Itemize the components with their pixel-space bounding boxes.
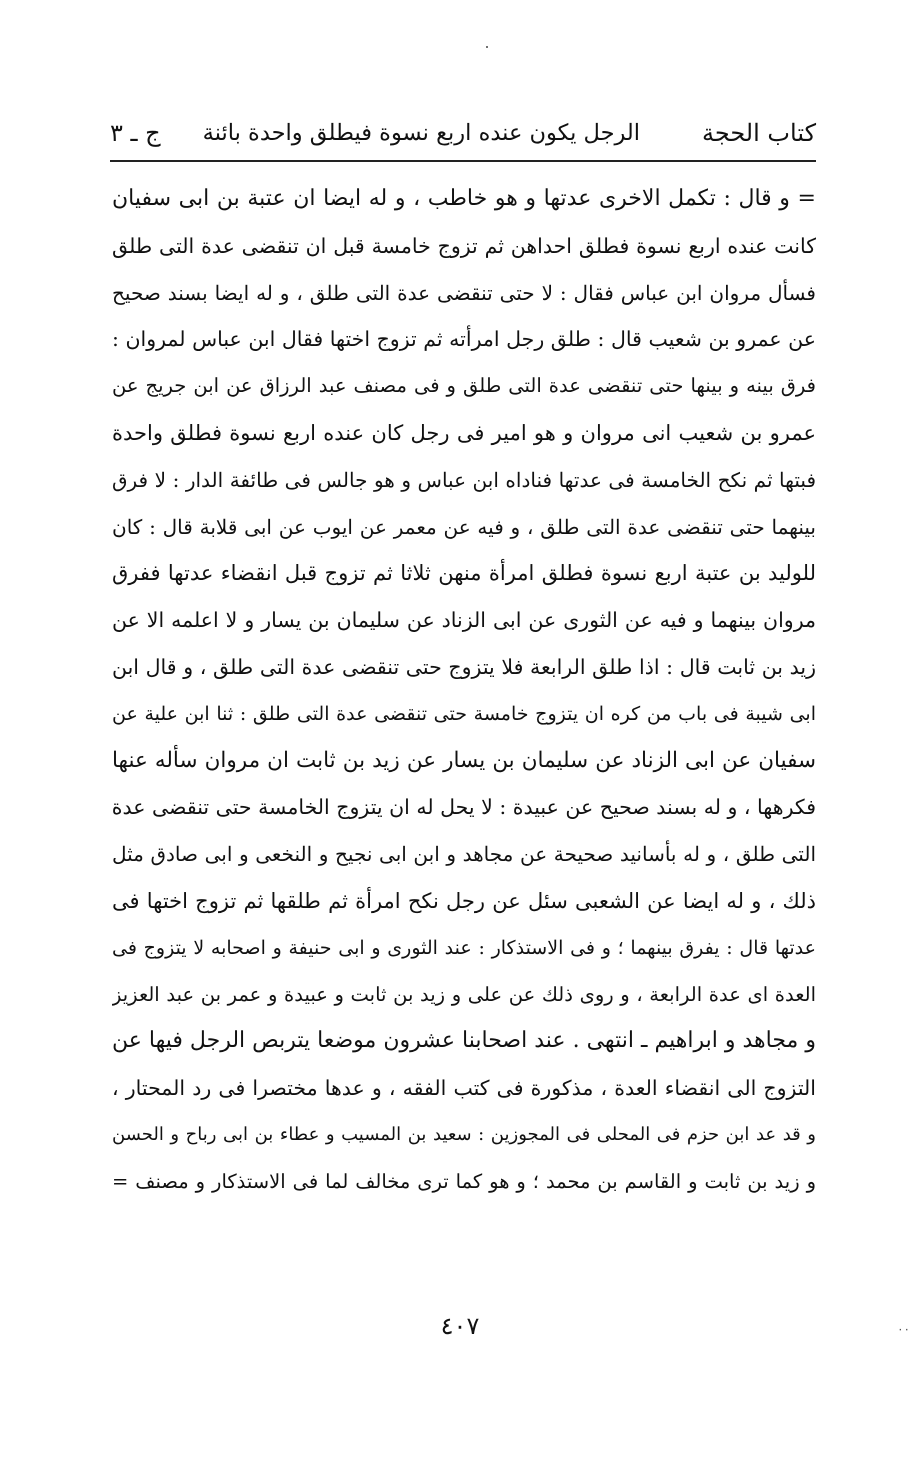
text-line: فسأل مروان ابن عباس فقال : لا حتى تنقضى عدة التى طلق ، و له ايضا بسند صحيح: [112, 280, 816, 305]
text-line: و زيد بن ثابت و القاسم بن محمد ؛ و هو كما ترى مخالف لما فى الاستذكار و مصنف =: [112, 1169, 816, 1193]
text-line: مروان بينهما و فيه عن الثورى عن ابى الزناد عن سليمان بن يسار و لا اعلمه الا عن: [112, 608, 816, 633]
text-line: للوليد بن عتبة اربع نسوة فطلق امرأة منهن ثلاثا ثم تزوج قبل انقضاء عدتها ففرق: [112, 561, 816, 586]
paper-speck: [486, 46, 488, 48]
page-number: ٤٠٧: [440, 1312, 480, 1340]
running-header: [110, 108, 816, 158]
text-line: فكرهها ، و له بسند صحيح عن عبيدة : لا يحل له ان يتزوج الخامسة حتى تنقضى عدة: [112, 795, 816, 820]
text-line: فرق بينه و بينها حتى تنقضى عدة التى طلق و فى مصنف عبد الرزاق عن ابن جريج عن: [112, 374, 816, 398]
book-title: كتاب الحجة: [701, 119, 816, 147]
text-line: ابى شيبة فى باب من كره ان يتزوج خامسة حتى تنقضى عدة التى طلق : ثنا ابن علية عن: [112, 702, 816, 725]
text-line: = و قال : تكمل الاخرى عدتها و هو خاطب ، و له ايضا ان عتبة بن ابى سفيان: [112, 186, 816, 211]
chapter-title: الرجل يكون عنده اربع نسوة فيطلق واحدة بائنة: [202, 120, 640, 146]
text-line: و مجاهد و ابراهيم ـ انتهى . عند اصحابنا عشرون موضعا يتربص الرجل فيها عن: [112, 1028, 816, 1054]
text-line: و قد عد ابن حزم فى المحلى فى المجوزين : سعيد بن المسيب و عطاء بن ابى رباح و الحسن: [112, 1123, 816, 1145]
header-rule: [110, 160, 816, 162]
text-line: زيد بن ثابت قال : اذا طلق الرابعة فلا يتزوج حتى تنقضى عدة التى طلق ، و قال ابن: [112, 654, 816, 679]
text-line: عدتها قال : يفرق بينهما ؛ و فى الاستذكار : عند الثورى و ابى حنيفة و اصحابه لا يتزوج فى: [112, 936, 816, 959]
text-line: عن عمرو بن شعيب قال : طلق رجل امرأته ثم تزوج اختها فقال ابن عباس لمروان :: [112, 327, 816, 352]
text-line: التى طلق ، و له بأسانيد صحيحة عن مجاهد و ابن ابى نجيح و النخعى و ابى صادق مثل: [112, 842, 816, 867]
volume-number: ج ـ ٣: [110, 119, 161, 147]
text-line: بينهما حتى تنقضى عدة التى طلق ، و فيه عن معمر عن ايوب عن ابى قلابة قال : كان: [112, 514, 816, 539]
text-line: ذلك ، و له ايضا عن الشعبى سئل عن رجل نكح امرأة ثم طلقها ثم تزوج اختها فى: [112, 888, 816, 913]
text-line: فبتها ثم نكح الخامسة فى عدتها فناداه ابن عباس و هو جالس فى طائفة الدار : لا فرق: [112, 467, 816, 492]
body-text: [112, 176, 816, 1206]
edge-mark: ٠٠: [897, 1322, 910, 1336]
text-line: العدة اى عدة الرابعة ، و روى ذلك عن على و زيد بن ثابت و عبيدة و عمر بن عبد العزيز: [112, 982, 816, 1006]
text-line: سفيان عن ابى الزناد عن سليمان بن يسار عن زيد بن ثابت ان مروان سأله عنها: [112, 747, 816, 773]
text-line: كانت عنده اربع نسوة فطلق احداهن ثم تزوج خامسة قبل ان تنقضى عدة التى طلق: [112, 233, 816, 258]
text-line: عمرو بن شعيب انى مروان و هو امير فى رجل كان عنده اربع نسوة فطلق واحدة: [112, 420, 816, 445]
text-line: التزوج الى انقضاء العدة ، مذكورة فى كتب الفقه ، و عدها مختصرا فى رد المحتار ،: [112, 1076, 816, 1101]
